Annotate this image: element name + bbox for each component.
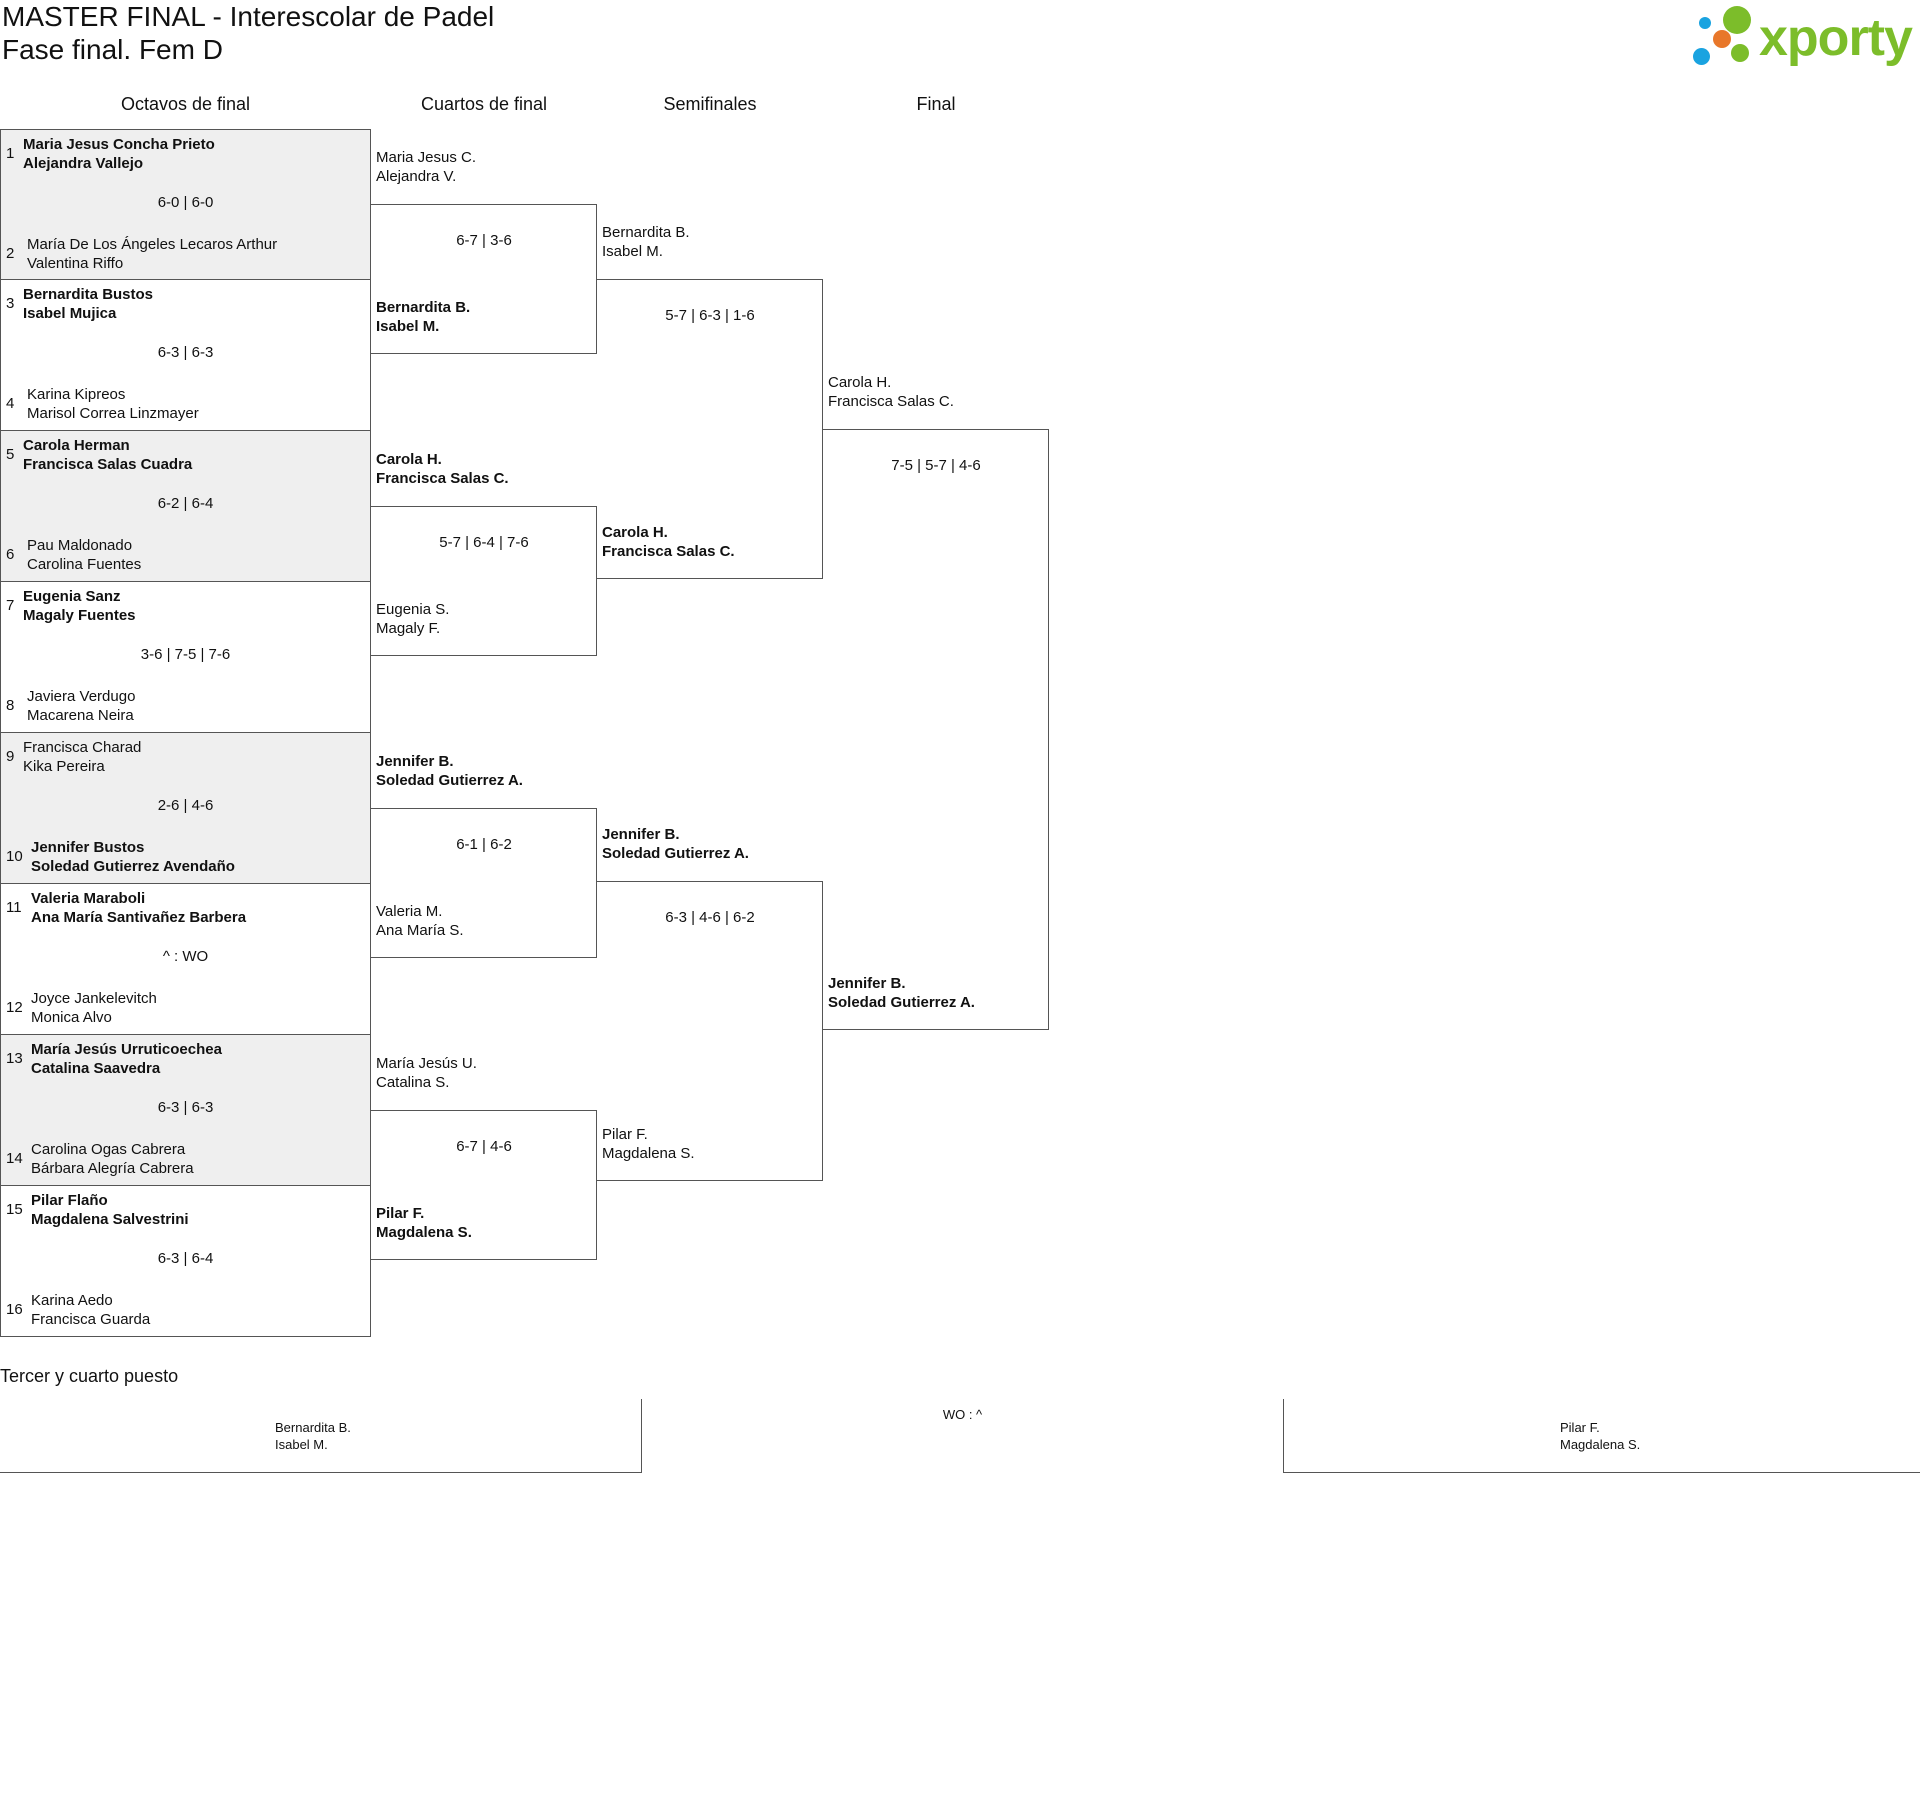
- player-name: Eugenia Sanz: [23, 588, 121, 605]
- page-title: [2, 0, 494, 66]
- third-place-left-slot[interactable]: [0, 1399, 642, 1473]
- team-bottom: [27, 536, 141, 574]
- match-r16[interactable]: [0, 431, 371, 582]
- team-bottom: [31, 838, 235, 876]
- player-name: Francisca Guarda: [31, 1311, 151, 1328]
- player-name: Javiera Verdugo: [27, 688, 136, 705]
- team-top: [376, 752, 523, 790]
- player-name: Francisca Salas C.: [828, 393, 954, 410]
- player-name: Carola Herman: [23, 437, 130, 454]
- match-score: 5-7 | 6-3 | 1-6: [665, 307, 755, 324]
- player-name: Monica Alvo: [31, 1009, 112, 1026]
- team-bottom: [828, 974, 975, 1012]
- logo-dot-icon: [1731, 44, 1749, 62]
- player-name: María Jesús Urruticoechea: [31, 1041, 222, 1058]
- player-name: Joyce Jankelevitch: [31, 990, 157, 1007]
- player-name: Bárbara Alegría Cabrera: [31, 1160, 194, 1177]
- player-name: Ana María Santivañez Barbera: [31, 909, 247, 926]
- player-name: Valeria Maraboli: [31, 890, 146, 907]
- player-name: Kika Pereira: [23, 758, 105, 775]
- seed-number: 10: [6, 848, 23, 865]
- player-name: Valentina Riffo: [27, 255, 124, 272]
- match-score: 6-3 | 6-4: [157, 1250, 214, 1267]
- seed-number: 16: [6, 1301, 23, 1318]
- player-name: Macarena Neira: [27, 707, 134, 724]
- third-place-left-team: Bernardita B. Isabel M.: [275, 1420, 351, 1452]
- player-name: Jennifer Bustos: [31, 839, 145, 856]
- seed-number: 6: [6, 546, 15, 563]
- player-name: Magdalena S.: [602, 1145, 695, 1162]
- player-name: Eugenia S.: [376, 601, 450, 618]
- logo-dot-icon: [1693, 48, 1710, 65]
- match-score: ^ : WO: [162, 948, 209, 965]
- player-name: Carolina Ogas Cabrera: [31, 1141, 186, 1158]
- team-top: [23, 135, 215, 173]
- player-name: Pau Maldonado: [27, 537, 133, 554]
- logo-dot-icon: [1699, 17, 1711, 29]
- title-line-2: Fase final. Fem D: [2, 34, 223, 65]
- match-r16[interactable]: [0, 1186, 371, 1337]
- match-score: 5-7 | 6-4 | 7-6: [439, 534, 529, 551]
- player-name: Magdalena S.: [376, 1224, 472, 1241]
- seed-number: 3: [6, 295, 15, 312]
- team-bottom: [27, 687, 135, 725]
- player-name: Carola H.: [376, 451, 442, 468]
- player-name: Jennifer B.: [602, 826, 680, 843]
- team-top: [828, 373, 954, 411]
- seed-number: 7: [6, 597, 15, 614]
- seed-number: 1: [6, 145, 15, 162]
- player-name: Soledad Gutierrez Avendaño: [31, 858, 235, 875]
- player-name: Magaly Fuentes: [23, 607, 136, 624]
- column-header-semifinales: Semifinales: [663, 94, 757, 114]
- team-top: [31, 1191, 189, 1229]
- seed-number: 9: [6, 748, 15, 765]
- seed-number: 11: [6, 899, 22, 916]
- player-name: Pilar F.: [602, 1126, 648, 1143]
- match-score: 7-5 | 5-7 | 4-6: [891, 457, 981, 474]
- player-name: Carolina Fuentes: [27, 556, 142, 573]
- column-header-octavos: Octavos de final: [120, 94, 251, 114]
- player-name: Catalina S.: [376, 1074, 450, 1091]
- team-bottom: [31, 989, 157, 1027]
- logo-dot-icon: [1713, 30, 1731, 48]
- team-top: [23, 738, 141, 776]
- team-top: [31, 1040, 222, 1078]
- column-header-final: Final: [916, 94, 956, 114]
- match-score: 6-1 | 6-2: [456, 836, 512, 853]
- player-name: Jennifer B.: [828, 975, 906, 992]
- logo-dot-icon: [1723, 6, 1751, 34]
- match-bracket-line[interactable]: [823, 429, 1049, 1030]
- player-name: Karina Kipreos: [27, 386, 126, 403]
- player-name: María De Los Ángeles Lecaros Arthur: [27, 236, 278, 253]
- player-name: Soledad Gutierrez A.: [602, 845, 749, 862]
- player-name: Pilar F.: [376, 1205, 425, 1222]
- seed-number: 8: [6, 697, 15, 714]
- match-score: 6-2 | 6-4: [157, 495, 214, 512]
- player-name: Francisca Salas C.: [376, 470, 509, 487]
- seed-number: 12: [6, 999, 23, 1016]
- team-bottom: [602, 1125, 695, 1163]
- seed-number: 15: [6, 1201, 23, 1218]
- match-score: 6-7 | 4-6: [456, 1138, 512, 1155]
- third-place-right-slot[interactable]: [1283, 1399, 1920, 1473]
- player-name: Francisca Charad: [23, 739, 142, 756]
- player-name: Ana María S.: [376, 922, 464, 939]
- player-name: Magdalena Salvestrini: [31, 1211, 189, 1228]
- player-name: Alejandra V.: [376, 168, 457, 185]
- player-name: Soledad Gutierrez A.: [828, 994, 975, 1011]
- match-score: 6-0 | 6-0: [157, 194, 214, 211]
- logo-text: xporty: [1759, 9, 1912, 67]
- team-top: [602, 223, 690, 261]
- match-r16[interactable]: [0, 582, 371, 733]
- seed-number: 4: [6, 395, 15, 412]
- player-name: Catalina Saavedra: [31, 1060, 161, 1077]
- player-name: Bernardita B.: [376, 299, 471, 316]
- team-top: [376, 148, 476, 186]
- match-r16[interactable]: [0, 733, 371, 884]
- team-bottom: [602, 523, 735, 561]
- player-name: Soledad Gutierrez A.: [376, 772, 523, 789]
- team-bottom: [376, 902, 464, 940]
- team-bottom: [27, 385, 199, 423]
- player-name: Carola H.: [828, 374, 892, 391]
- match-score: 6-7 | 3-6: [456, 232, 512, 249]
- player-name: Bernardita B.: [602, 224, 690, 241]
- player-name: Valeria M.: [376, 903, 443, 920]
- team-bottom: [376, 600, 449, 638]
- match-r16[interactable]: [0, 884, 371, 1035]
- player-name: Maria Jesus Concha Prieto: [23, 136, 215, 153]
- seed-number: 14: [6, 1150, 23, 1167]
- player-name: Isabel M.: [602, 243, 663, 260]
- team-bottom: [376, 298, 470, 336]
- match-score: 3-6 | 7-5 | 7-6: [140, 646, 231, 663]
- player-name: Francisca Salas Cuadra: [23, 456, 193, 473]
- team-top: [376, 1054, 477, 1092]
- player-name: Pilar Flaño: [31, 1192, 108, 1209]
- third-place-right-team: Pilar F. Magdalena S.: [1560, 1420, 1641, 1452]
- third-place-score: WO : ^: [942, 1407, 983, 1422]
- seed-number: 2: [6, 245, 15, 262]
- match-r16[interactable]: [0, 1035, 371, 1186]
- player-name: Isabel Mujica: [23, 305, 117, 322]
- player-name: Alejandra Vallejo: [23, 155, 144, 172]
- team-bottom: [376, 1204, 472, 1242]
- match-r16[interactable]: [0, 280, 371, 431]
- match-score: 6-3 | 6-3: [157, 344, 214, 361]
- player-name: Maria Jesus C.: [376, 149, 477, 166]
- team-top: [23, 436, 192, 474]
- seed-number: 5: [6, 446, 15, 463]
- team-top: [602, 825, 749, 863]
- third-place-title: Tercer y cuarto puesto: [0, 1366, 179, 1386]
- player-name: Francisca Salas C.: [602, 543, 735, 560]
- seed-number: 13: [6, 1050, 23, 1067]
- team-bottom: [27, 235, 277, 273]
- match-score: 6-3 | 6-3: [157, 1099, 214, 1116]
- team-top: [23, 587, 136, 625]
- player-name: Magaly F.: [376, 620, 441, 637]
- team-top: [31, 889, 246, 927]
- player-name: Carola H.: [602, 524, 668, 541]
- player-name: Karina Aedo: [31, 1292, 113, 1309]
- match-r16[interactable]: [0, 129, 371, 280]
- column-header-cuartos: Cuartos de final: [420, 94, 548, 114]
- player-name: Isabel M.: [376, 318, 440, 335]
- team-top: [23, 285, 153, 323]
- player-name: Jennifer B.: [376, 753, 454, 770]
- player-name: Bernardita Bustos: [23, 286, 154, 303]
- team-top: [376, 450, 509, 488]
- team-bottom: [31, 1140, 194, 1178]
- xporty-logo[interactable]: [1693, 4, 1920, 68]
- match-score: 2-6 | 4-6: [157, 797, 214, 814]
- title-line-1: MASTER FINAL - Interescolar de Padel: [2, 1, 495, 32]
- match-score: 6-3 | 4-6 | 6-2: [665, 909, 755, 926]
- team-bottom: [31, 1291, 150, 1329]
- player-name: María Jesús U.: [376, 1055, 477, 1072]
- player-name: Marisol Correa Linzmayer: [27, 405, 199, 422]
